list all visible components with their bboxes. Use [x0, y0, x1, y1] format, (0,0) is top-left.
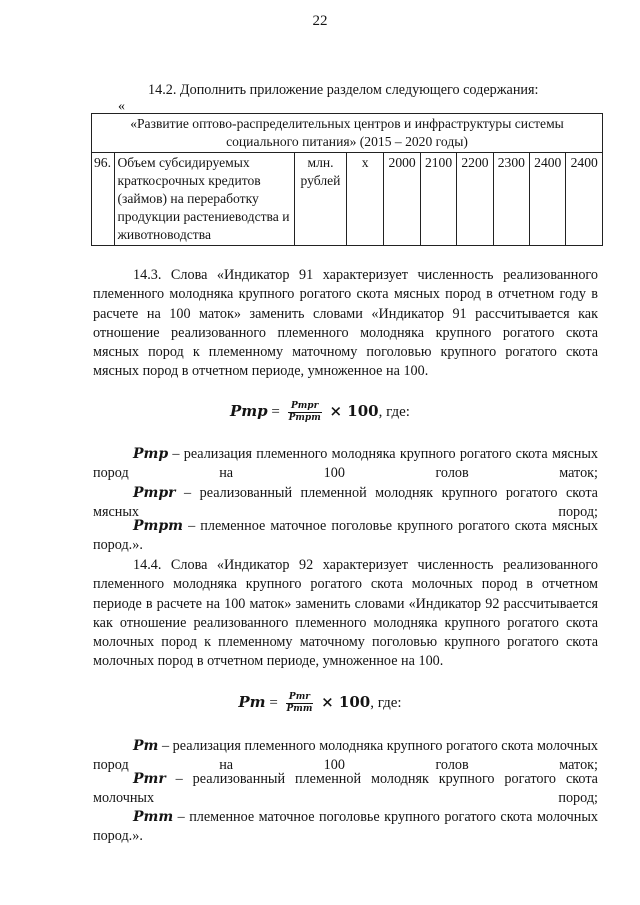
definition-text: – реализованный племенной молодняк крупного рогатого скота молочных пород;	[93, 771, 598, 807]
definition-text: – племенное маточное поголовье крупного рогатого скота мясных пород.».	[93, 518, 598, 554]
year-value: 2200	[457, 153, 493, 246]
formula-lhs: Pm	[238, 692, 266, 711]
formula-suffix: , где:	[370, 694, 402, 711]
row-base-value: х	[346, 153, 384, 246]
formula-multiplier: × 100	[329, 401, 379, 420]
year-value: 2100	[420, 153, 456, 246]
year-value: 2300	[493, 153, 529, 246]
formula-fraction	[286, 692, 314, 715]
formula-pmp	[0, 401, 640, 424]
year-value: 2000	[384, 153, 420, 246]
page-number: 22	[312, 13, 328, 29]
row-unit: млн. рублей	[295, 153, 347, 246]
formula-numerator: Pmr	[286, 692, 314, 704]
intro-paragraph: 14.2. Дополнить приложение разделом следующего содержания:	[148, 82, 539, 98]
formula-pm	[0, 692, 640, 715]
definition-text: – реализованный племенной молодняк крупного рогатого скота мясных пород;	[93, 485, 598, 521]
definition-term: Pmpr	[133, 485, 176, 501]
definition-term: Pmm	[133, 809, 174, 825]
formula-numerator: Pmpr	[288, 401, 322, 413]
definition-pmp	[93, 445, 598, 484]
table-row	[92, 153, 603, 246]
year-value: 2400	[530, 153, 566, 246]
opening-quote: «	[118, 99, 125, 114]
formula-denominator: Pmpm	[288, 413, 321, 423]
formula-denominator: Pmm	[286, 704, 313, 714]
table-section-title: «Развитие оптово-распределительных центров и инфраструктуры системы социального питания» (2015 – 2020 годы)	[92, 114, 603, 153]
definition-text: – реализация племенного молодняка крупного рогатого скота мясных пород на 100 голов маток;	[93, 446, 598, 482]
definition-text: – племенное маточное поголовье крупного рогатого скота молочных пород.».	[93, 809, 598, 845]
formula-suffix: , где:	[378, 403, 410, 420]
formula-lhs: Pmp	[230, 401, 268, 420]
definition-pmr	[93, 770, 598, 809]
definition-term: Pmp	[133, 446, 169, 462]
definition-pmm	[93, 808, 598, 847]
formula-fraction	[288, 401, 322, 424]
definition-text: – реализация племенного молодняка крупного рогатого скота молочных пород на 100 голов маток;	[93, 738, 598, 774]
definition-term: Pmpm	[133, 518, 183, 534]
row-number: 96.	[92, 153, 115, 246]
definition-pmpm	[93, 517, 598, 556]
formula-multiplier: × 100	[321, 692, 371, 711]
definition-term: Pmr	[133, 771, 166, 787]
formula-equals: =	[269, 694, 278, 711]
row-description: Объем субсидируемых краткосрочных кредитов (займов) на переработку продукции растениеводства и животноводства	[115, 153, 295, 246]
definition-term: Pm	[133, 738, 159, 754]
indicator-table	[91, 113, 603, 246]
paragraph-14-3: 14.3. Слова «Индикатор 91 характеризует численность реализованного племенного молодняка крупного рогатого скота мясных пород в отчетном году в расчете на 100 маток» заменить словами «Индикатор 91 рассчитывается как отношение реализованного племенного молодняка крупного рогатого скота мясных пород к племенному маточному поголовью крупного рогатого скота мясных пород в отчетном периоде, умноженное на 100.	[93, 267, 598, 380]
paragraph-14-4: 14.4. Слова «Индикатор 92 характеризует численность реализованного племенного молодняка крупного рогатого скота молочных пород в отчетном периоде в расчете на 100 маток» заменить словами «Индикатор 92 рассчитывается как отношение реализованного племенного молодняка крупного рогатого скота молочных пород к племенному маточному поголовью крупного рогатого скота молочных пород в отчетном периоде, умноженное на 100.	[93, 557, 598, 670]
formula-equals: =	[271, 403, 280, 420]
year-value: 2400	[566, 153, 603, 246]
